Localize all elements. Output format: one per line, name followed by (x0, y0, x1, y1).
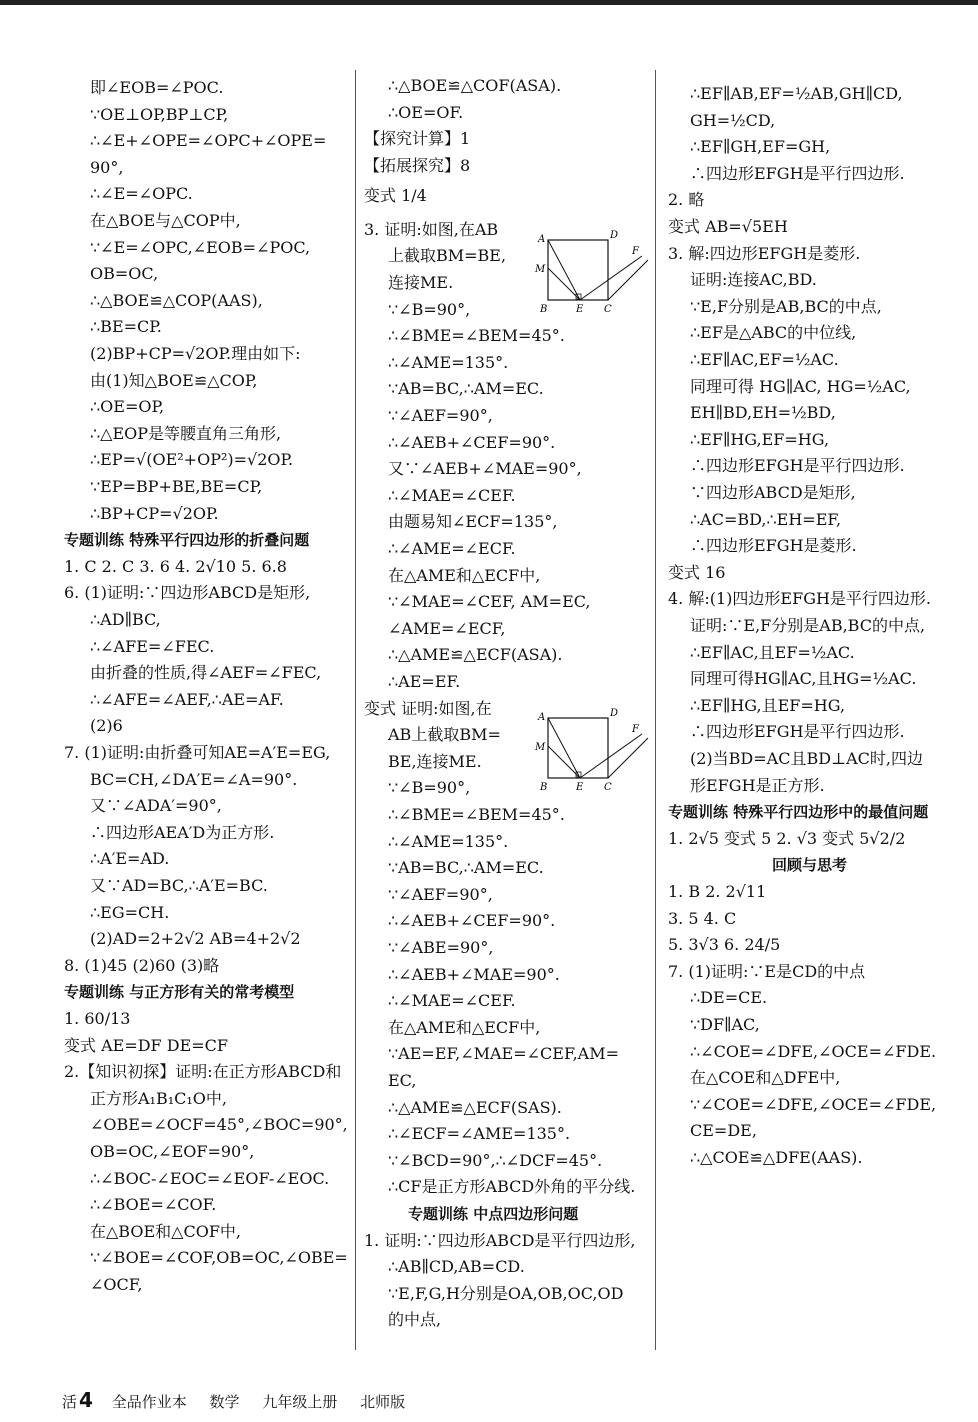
answer-line: ∠AME=∠ECF, (388, 618, 506, 638)
answer-line: 又∵∠ADA′=90°, (90, 796, 222, 816)
answer-line: ∴△EOP是等腰直角三角形, (90, 423, 282, 443)
answer-line: ∴CF是正方形ABCD外角的平分线. (388, 1177, 636, 1197)
answer-line: 在△BOE与△COP中, (90, 211, 241, 230)
figure-label: F (632, 246, 639, 257)
answer-line: GH=½CD, (690, 110, 776, 130)
section-heading: 专题训练 特殊平行四边形的折叠问题 (64, 531, 310, 550)
answer-line: ∴OE=OF. (388, 102, 464, 122)
answer-line: ∵OE⊥OP,BP⊥CP, (90, 104, 229, 124)
answer-line: ∠OBE=∠OCF=45°,∠BOC=90°, (90, 1115, 348, 1135)
answer-line: ∵∠B=90°, (388, 299, 471, 319)
column-divider (655, 70, 656, 1350)
answer-line: ∴EF∥HG,且EF=HG, (690, 695, 846, 715)
answer-line: AB上截取BM= (388, 725, 501, 745)
section-heading: 专题训练 特殊平行四边形中的最值问题 (668, 803, 929, 822)
answer-line: ∴∠AFE=∠FEC. (90, 636, 215, 656)
answer-line: (2)AD=2+2√2 AB=4+2√2 (90, 929, 301, 949)
answer-line: 的中点, (388, 1310, 442, 1330)
answer-line: 在△COE和△DFE中, (690, 1068, 841, 1088)
footer-brand: 活 (62, 1393, 78, 1411)
answer-line: ∴△BOE≌△COP(AAS), (90, 290, 263, 310)
answer-line: 1. C 2. C 3. 6 4. 2√10 5. 6.8 (64, 556, 287, 576)
answer-line: 【拓展探究】8 (364, 155, 471, 175)
figure-label: M (535, 742, 546, 753)
answer-line: ∴AE=EF. (388, 672, 461, 691)
answer-line: 2. 略 (668, 190, 705, 210)
answer-line: 证明:∵E,F分别是AB,BC的中点, (690, 616, 926, 635)
answer-line: ∴∠AEB+∠CEF=90°. (388, 432, 556, 452)
answer-line: ∴∠BME=∠BEM=45°. (388, 805, 565, 824)
answer-line: ∵E,F,G,H分别是OA,OB,OC,OD (388, 1283, 624, 1303)
section-heading: 专题训练 与正方形有关的常考模型 (64, 983, 295, 1002)
answer-line: ∵DF∥AC, (690, 1015, 760, 1034)
answer-line: ∴AC=BD,∴EH=EF, (690, 509, 842, 529)
top-border (0, 0, 978, 5)
answer-line: ∴∠ECF=∠AME=135°. (388, 1124, 571, 1144)
footer-edition: 北师版 (360, 1393, 406, 1411)
answer-line: ∵∠AEF=90°, (388, 406, 493, 425)
answer-line: 形EFGH是正方形. (690, 775, 825, 795)
figure-label: E (576, 782, 584, 793)
answer-line: ∴AB∥CD,AB=CD. (388, 1257, 525, 1277)
answer-line: ∴EF∥GH,EF=GH, (690, 137, 831, 157)
answer-line: 变式 AB=√5EH (668, 217, 788, 236)
answer-line: 又∵∠AEB+∠MAE=90°, (388, 459, 582, 479)
section-heading: 回顾与思考 (772, 856, 848, 875)
answer-line: ∵E,F分别是AB,BC的中点, (690, 296, 882, 316)
answer-line: ∵∠E=∠OPC,∠EOB=∠POC, (90, 237, 311, 257)
answer-line: ∴BP+CP=√2OP. (90, 503, 219, 523)
answer-line: ∴EF∥AC,且EF=½AC. (690, 642, 855, 662)
answer-line: ∵∠AEF=90°, (388, 884, 493, 904)
answer-line: 7. (1)证明:∵E是CD的中点 (668, 961, 866, 981)
answer-line: ∴△AME≌△ECF(ASA). (388, 645, 563, 665)
answer-line: ∴A′E=AD. (90, 849, 170, 869)
figure-label: A (538, 712, 546, 723)
geometry-figure-2 (532, 706, 652, 796)
figure-label: C (604, 782, 612, 793)
figure-label: B (540, 304, 548, 315)
answer-line: 2.【知识初探】证明:在正方形ABCD和 (64, 1062, 342, 1082)
answer-line: ∴四边形EFGH是平行四边形. (690, 163, 905, 183)
answer-line: 8. (1)45 (2)60 (3)略 (64, 955, 220, 975)
answer-line: ∵∠ABE=90°, (388, 938, 494, 957)
answer-line: ∴EF∥AC,EF=½AC. (690, 350, 839, 369)
answer-line: 1. 证明:∵四边形ABCD是平行四边形, (364, 1230, 636, 1250)
answer-line: 变式 1/4 (364, 185, 427, 205)
answer-line: ∴EP=√(OE²+OP²)=√2OP. (90, 450, 294, 470)
answer-line: ∴∠AME=∠ECF. (388, 539, 516, 558)
answer-line: 1. B 2. 2√11 (668, 882, 767, 901)
answer-line: ∵∠B=90°, (388, 778, 471, 798)
answer-line: 变式 16 (668, 562, 726, 582)
answer-line: ∵∠BCD=90°,∴∠DCF=45°. (388, 1150, 603, 1170)
answer-line: ∴EF∥HG,EF=HG, (690, 429, 830, 449)
answer-line: 3. 证明:如图,在AB (364, 219, 499, 239)
answer-line: 在△AME和△ECF中, (388, 565, 541, 585)
answer-line: 上截取BM=BE, (388, 246, 507, 266)
figure-label: M (535, 264, 546, 275)
answer-line: (2)6 (90, 716, 123, 736)
answer-line: ∵AE=EF,∠MAE=∠CEF,AM= (388, 1044, 619, 1064)
answer-line: ∴四边形EFGH是菱形. (690, 536, 857, 556)
answer-line: ∴EF是△ABC的中位线, (690, 323, 857, 343)
answer-line: OB=OC,∠EOF=90°, (90, 1142, 255, 1161)
answer-line: OB=OC, (90, 264, 159, 284)
answer-line: ∠OCF, (90, 1275, 143, 1294)
answer-line: ∴∠E+∠OPE=∠OPC+∠OPE= (90, 131, 327, 151)
answer-line: ∴∠AME=135°. (388, 352, 509, 372)
geometry-figure-1 (532, 228, 652, 318)
answer-line: ∴△AME≌△ECF(SAS). (388, 1097, 562, 1117)
figure-label: D (610, 708, 619, 719)
answer-line: ∴∠AME=135°. (388, 831, 509, 851)
answer-line: ∴∠AFE=∠AEF,∴AE=AF. (90, 689, 284, 709)
answer-line: ∴∠BME=∠BEM=45°. (388, 326, 565, 346)
answer-line: BE,连接ME. (388, 751, 482, 771)
answer-line: ∴∠MAE=∠CEF. (388, 485, 516, 505)
answer-line: 由题易知∠ECF=135°, (388, 512, 558, 532)
answer-line: 在△AME和△ECF中, (388, 1017, 541, 1037)
answer-line: BC=CH,∠DA′E=∠A=90°. (90, 769, 298, 789)
answer-line: 1. 2√5 变式 5 2. √3 变式 5√2/2 (668, 828, 906, 848)
answer-line: ∴EF∥AB,EF=½AB,GH∥CD, (690, 84, 903, 103)
answer-line: 证明:连接AC,BD. (690, 270, 817, 290)
answer-line: 正方形A₁B₁C₁O中, (90, 1088, 228, 1108)
answer-line: ∴∠COE=∠DFE,∠OCE=∠FDE. (690, 1041, 937, 1061)
answer-line: ∴四边形AEA′D为正方形. (90, 822, 275, 842)
answer-line: 3. 5 4. C (668, 908, 737, 928)
answer-line: 90°, (90, 157, 124, 177)
answer-line: ∴△BOE≌△COF(ASA). (388, 76, 562, 95)
answer-line: ∴∠MAE=∠CEF. (388, 991, 516, 1011)
answer-line: EC, (388, 1071, 417, 1090)
answer-line: 变式 证明:如图,在 (364, 698, 492, 718)
column-divider (355, 70, 356, 1350)
answer-line: 在△BOE和△COF中, (90, 1221, 242, 1241)
answer-line: (2)BP+CP=√2OP.理由如下: (90, 344, 301, 363)
answer-line: 同理可得HG∥AC,且HG=½AC. (690, 669, 917, 689)
answer-line: 4. 解:(1)四边形EFGH是平行四边形. (668, 589, 932, 609)
answer-line: EH∥BD,EH=½BD, (690, 403, 836, 423)
answer-line: ∴∠BOE=∠COF. (90, 1195, 217, 1215)
figure-label: F (632, 724, 639, 735)
answer-line: ∵∠COE=∠DFE,∠OCE=∠FDE, (690, 1094, 937, 1114)
page-number: 4 (79, 1388, 93, 1412)
answer-line: ∵∠BOE=∠COF,OB=OC,∠OBE= (90, 1248, 348, 1268)
answer-line: ∴四边形EFGH是平行四边形. (690, 456, 905, 476)
figure-label: C (604, 304, 612, 315)
answer-line: ∵EP=BP+BE,BE=CP, (90, 477, 263, 496)
figure-label: A (538, 234, 546, 245)
answer-line: ∴∠AEB+∠CEF=90°. (388, 911, 556, 931)
answer-line: 【探究计算】1 (364, 129, 471, 149)
footer-grade: 九年级上册 (262, 1393, 338, 1411)
answer-line: ∵AB=BC,∴AM=EC. (388, 379, 544, 399)
figure-label: D (610, 230, 619, 241)
answer-line: 由(1)知△BOE≌△COP, (90, 370, 258, 390)
answer-line: 5. 3√3 6. 24/5 (668, 935, 781, 955)
answer-line: ∴BE=CP. (90, 317, 162, 337)
figure-label: B (540, 782, 548, 793)
answer-line: 6. (1)证明:∵四边形ABCD是矩形, (64, 583, 311, 603)
answer-line: ∴∠E=∠OPC. (90, 184, 193, 204)
answer-line: 同理可得 HG∥AC, HG=½AC, (690, 376, 911, 396)
answer-line: ∴∠BOC-∠EOC=∠EOF-∠EOC. (90, 1168, 330, 1188)
answer-line: 即∠EOB=∠POC. (90, 78, 224, 97)
figure-label: E (576, 304, 584, 315)
answer-line: 由折叠的性质,得∠AEF=∠FEC, (90, 663, 322, 683)
page-footer (62, 1388, 423, 1412)
answer-line: (2)当BD=AC且BD⊥AC时,四边 (690, 749, 923, 768)
answer-line: ∴AD∥BC, (90, 610, 161, 629)
answer-line: ∴四边形EFGH是平行四边形. (690, 722, 905, 742)
answer-line: 又∵AD=BC,∴A′E=BC. (90, 876, 268, 895)
answer-line: 1. 60/13 (64, 1009, 131, 1028)
footer-book: 全品作业本 (111, 1393, 187, 1411)
answer-line: ∴DE=CE. (690, 988, 768, 1008)
answer-line: ∴△COE≌△DFE(AAS). (690, 1148, 863, 1167)
answer-line: ∴OE=OP, (90, 397, 165, 417)
answer-line: ∴EG=CH. (90, 902, 170, 922)
answer-line: CE=DE, (690, 1121, 757, 1141)
section-heading: 专题训练 中点四边形问题 (408, 1205, 579, 1223)
answer-line: 7. (1)证明:由折叠可知AE=A′E=EG, (64, 743, 331, 762)
answer-line: 变式 AE=DF DE=CF (64, 1035, 229, 1055)
footer-subject: 数学 (209, 1393, 240, 1411)
answer-line: 3. 解:四边形EFGH是菱形. (668, 243, 861, 263)
answer-line: ∵四边形ABCD是矩形, (690, 483, 856, 502)
answer-line: ∴∠AEB+∠MAE=90°. (388, 964, 560, 984)
answer-line: ∵AB=BC,∴AM=EC. (388, 858, 544, 878)
answer-line: 连接ME. (388, 273, 454, 292)
answer-line: ∵∠MAE=∠CEF, AM=EC, (388, 592, 591, 612)
